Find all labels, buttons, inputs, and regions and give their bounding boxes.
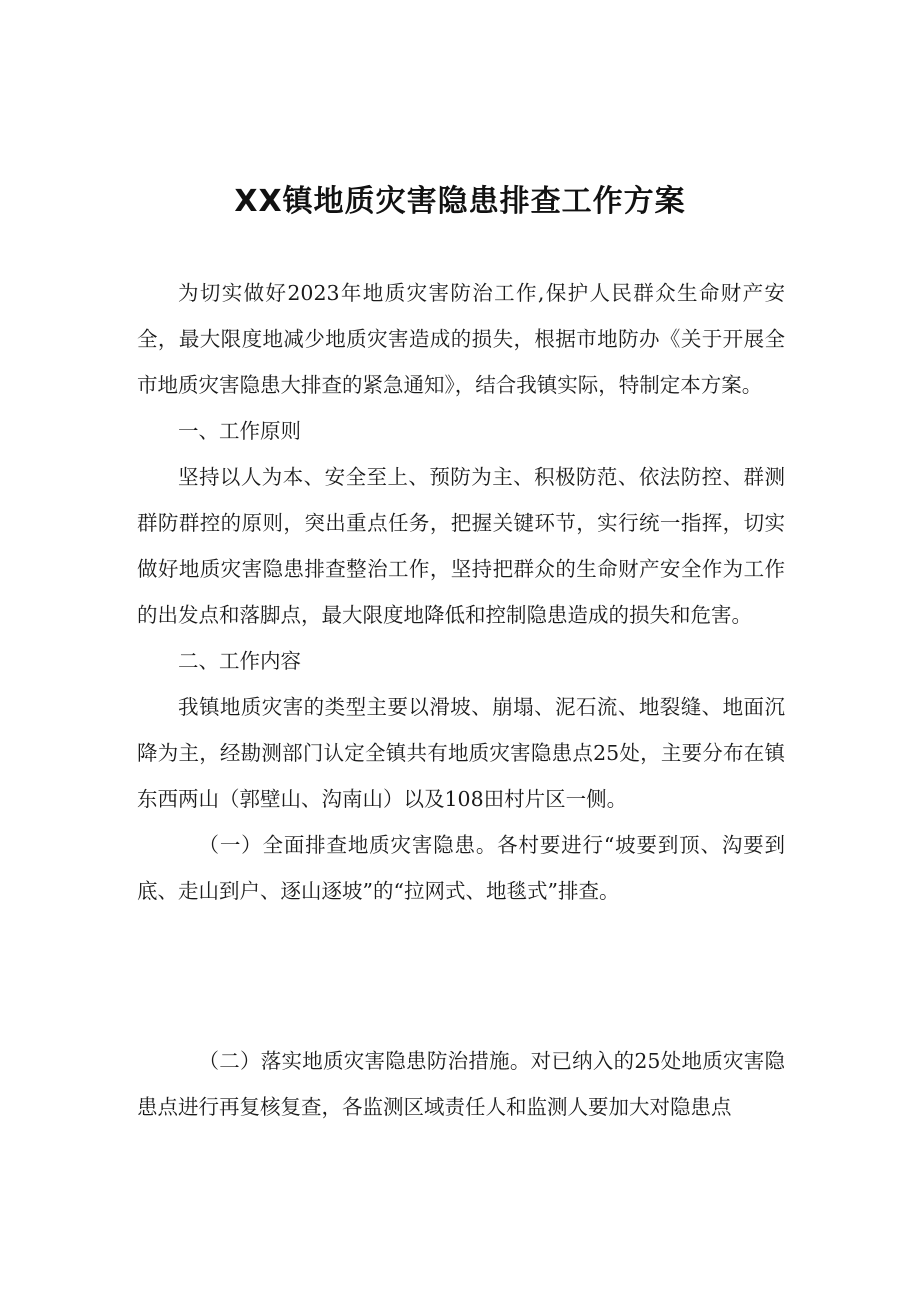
intro-paragraph: 为切实做好2023年地质灾害防治工作,保护人民群众生命财产安全，最大限度地减少地质灾害造成的损失，根据市地防办《关于开展全市地质灾害隐患大排查的紧急通知》，结合我镇实际，特制定本方案。	[137, 281, 785, 397]
document-body-part2	[137, 1038, 785, 1130]
document-body-part1	[137, 270, 785, 914]
principles-paragraph: 坚持以人为本、安全至上、预防为主、积极防范、依法防控、群测群防群控的原则，突出重点任务，把握关键环节，实行统一指挥，切实做好地质灾害隐患排查整治工作，坚持把群众的生命财产安全作为工作的出发点和落脚点，最大限度地降低和控制隐患造成的损失和危害。	[137, 465, 785, 627]
section-heading-principles: 一、工作原则	[178, 419, 301, 443]
content-paragraph: 我镇地质灾害的类型主要以滑坡、崩塌、泥石流、地裂缝、地面沉降为主，经勘测部门认定全镇共有地质灾害隐患点25处，主要分布在镇东西两山（郭壁山、沟南山）以及108田村片区一侧。	[137, 695, 785, 811]
item-1-paragraph: （一）全面排查地质灾害隐患。各村要进行“坡要到顶、沟要到底、走山到户、逐山逐坡”的“拉网式、地毯式”排查。	[137, 833, 785, 903]
section-heading-content: 二、工作内容	[178, 649, 301, 673]
item-2-paragraph: （二）落实地质灾害隐患防治措施。对已纳入的25处地质灾害隐患点进行再复核复查，各监测区域责任人和监测人要加大对隐患点	[137, 1049, 785, 1119]
document-title: XX镇地质灾害隐患排查工作方案	[234, 184, 686, 219]
